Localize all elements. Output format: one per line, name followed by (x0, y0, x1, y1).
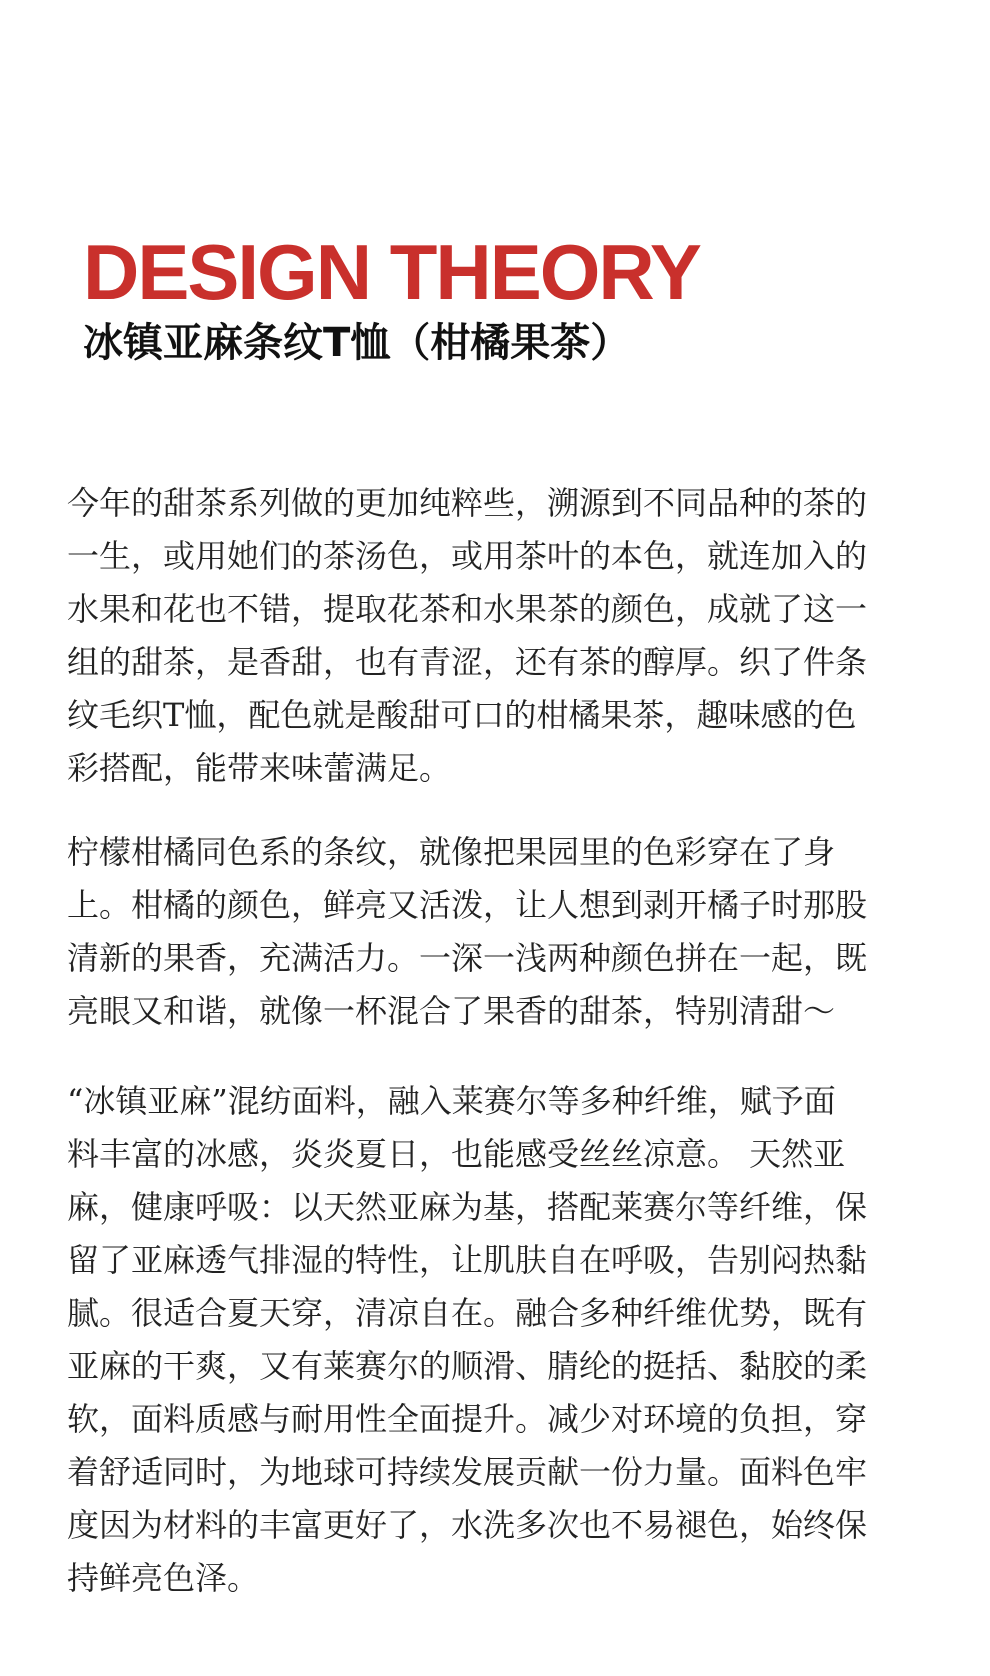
text-line: 纹毛织T恤，配色就是酸甜可口的柑橘果茶，趣味感的色 (67, 696, 857, 734)
text-line: 腻。很适合夏天穿，清凉自在。融合多种纤维优势，既有 (67, 1294, 868, 1332)
paragraph-ice-linen-fabric (67, 1075, 867, 1605)
english-heading: DESIGN THEORY (83, 228, 700, 316)
text-line: 亮眼又和谐，就像一杯混合了果香的甜茶，特别清甜～ (67, 992, 836, 1030)
text-line: 着舒适同时，为地球可持续发展贡献一份力量。面料色牢 (67, 1453, 868, 1491)
text-line: 清新的果香，充满活力。一深一浅两种颜色拼在一起，既 (67, 939, 868, 977)
text-line: 软，面料质感与耐用性全面提升。减少对环境的负担，穿 (67, 1400, 868, 1438)
text-line: 组的甜茶，是香甜，也有青涩，还有茶的醇厚。织了件条 (67, 643, 868, 681)
text-line: 留了亚麻透气排湿的特性，让肌肤自在呼吸，告别闷热黏 (67, 1241, 868, 1279)
chinese-subheading: 冰镇亚麻条纹T恤（柑橘果茶） (83, 320, 631, 366)
text-line: 亚麻的干爽，又有莱赛尔的顺滑、腈纶的挺括、黏胶的柔 (67, 1347, 868, 1385)
paragraph-citrus-stripes (67, 826, 867, 1038)
text-line: 今年的甜茶系列做的更加纯粹些，溯源到不同品种的茶的 (67, 484, 868, 522)
text-line: 上。柑橘的颜色，鲜亮又活泼，让人想到剥开橘子时那股 (67, 886, 868, 924)
text-line: 一生，或用她们的茶汤色，或用茶叶的本色，就连加入的 (67, 537, 868, 575)
text-line: 彩搭配，能带来味蕾满足。 (67, 749, 452, 787)
text-line: 持鲜亮色泽。 (67, 1559, 260, 1597)
text-line: 度因为材料的丰富更好了，水洗多次也不易褪色，始终保 (67, 1506, 868, 1544)
text-line: “冰镇亚麻”混纺面料，融入莱赛尔等多种纤维，赋予面 (67, 1082, 836, 1120)
text-line: 水果和花也不错，提取花茶和水果茶的颜色，成就了这一 (67, 590, 868, 628)
paragraph-sweet-tea-series (67, 477, 867, 795)
text-line: 料丰富的冰感，炎炎夏日，也能感受丝丝凉意。 天然亚 (67, 1135, 846, 1173)
text-line: 柠檬柑橘同色系的条纹，就像把果园里的色彩穿在了身 (67, 833, 836, 871)
text-line: 麻，健康呼吸：以天然亚麻为基，搭配莱赛尔等纤维，保 (67, 1188, 868, 1226)
